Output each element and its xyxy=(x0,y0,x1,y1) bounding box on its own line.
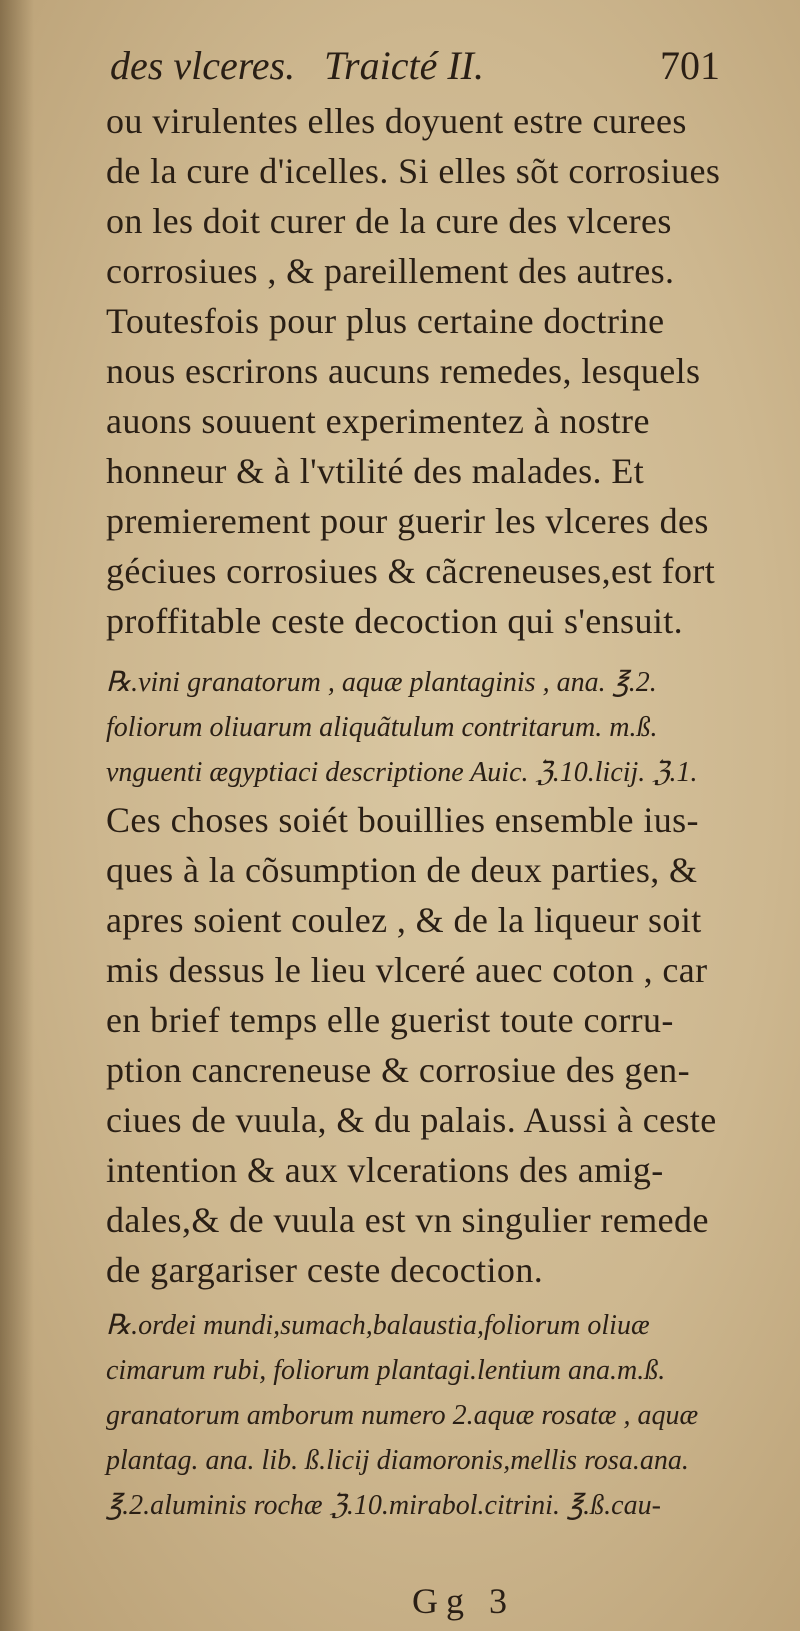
body-line: dales,& de vuula est vn singulier remede xyxy=(106,1200,709,1240)
recipe-line: ℞.ordei mundi,sumach,balaustia,foliorum oliuæ xyxy=(106,1310,650,1341)
spacer xyxy=(106,646,744,660)
recipe-line: ℥.2.aluminis rochæ ℨ.10.mirabol.citrini. ℥.ß.cau- xyxy=(106,1490,661,1521)
signature-mark: Gg 3 xyxy=(412,1581,515,1621)
body-line: ption cancreneuse & corrosiue des gen- xyxy=(106,1050,690,1090)
running-title-left: des vlceres. xyxy=(110,43,296,88)
recipe-line: plantag. ana. lib. ß.licij diamoronis,mellis rosa.ana. xyxy=(106,1445,689,1476)
recipe-line: ℞.vini granatorum , aquæ plantaginis , ana. ℥.2. xyxy=(106,667,657,698)
body-line: honneur & à l'vtilité des malades. Et xyxy=(106,451,645,491)
page-header xyxy=(110,42,720,90)
body-line: en brief temps elle guerist toute corru- xyxy=(106,1000,674,1040)
body-line: Toutesfois pour plus certaine doctrine xyxy=(106,301,665,341)
body-line: premierement pour guerir les vlceres des xyxy=(106,501,709,541)
body-line: nous escrirons aucuns remedes, lesquels xyxy=(106,351,701,391)
recipe-line: granatorum amborum numero 2.aquæ rosatæ , aquæ xyxy=(106,1400,699,1431)
recipe-line: foliorum oliuarum aliquãtulum contritarum. m.ß. xyxy=(106,712,658,743)
body-line: de gargariser ceste decoction. xyxy=(106,1250,544,1290)
page-number: 701 xyxy=(660,43,720,88)
body-line: ciues de vuula, & du palais. Aussi à ceste xyxy=(106,1100,717,1140)
body-line: ou virulentes elles doyuent estre curees xyxy=(106,101,687,141)
text-block xyxy=(106,96,744,1528)
body-line: proffitable ceste decoction qui s'ensuit. xyxy=(106,601,684,641)
body-line: corrosiues , & pareillement des autres. xyxy=(106,251,675,291)
body-line: on les doit curer de la cure des vlceres xyxy=(106,201,672,241)
spacer xyxy=(106,1295,744,1303)
body-line: Ces choses soiét bouillies ensemble ius- xyxy=(106,800,699,840)
running-title-right: Traicté II. xyxy=(324,43,484,88)
body-line: ques à la cõsumption de deux parties, & xyxy=(106,850,698,890)
body-line: auons souuent experimentez à nostre xyxy=(106,401,650,441)
body-line: de la cure d'icelles. Si elles sõt corrosiues xyxy=(106,151,721,191)
recipe-line: cimarum rubi, foliorum plantagi.lentium ana.m.ß. xyxy=(106,1355,666,1386)
recipe-line: vnguenti ægyptiaci descriptione Auic. ℨ.10.licij. ℨ.1. xyxy=(106,757,698,788)
body-line: mis dessus le lieu vlceré auec coton , car xyxy=(106,950,708,990)
body-line: intention & aux vlcerations des amig- xyxy=(106,1150,664,1190)
body-line: géciues corrosiues & cãcreneuses,est fort xyxy=(106,551,716,591)
body-line: apres soient coulez , & de la liqueur soit xyxy=(106,900,702,940)
